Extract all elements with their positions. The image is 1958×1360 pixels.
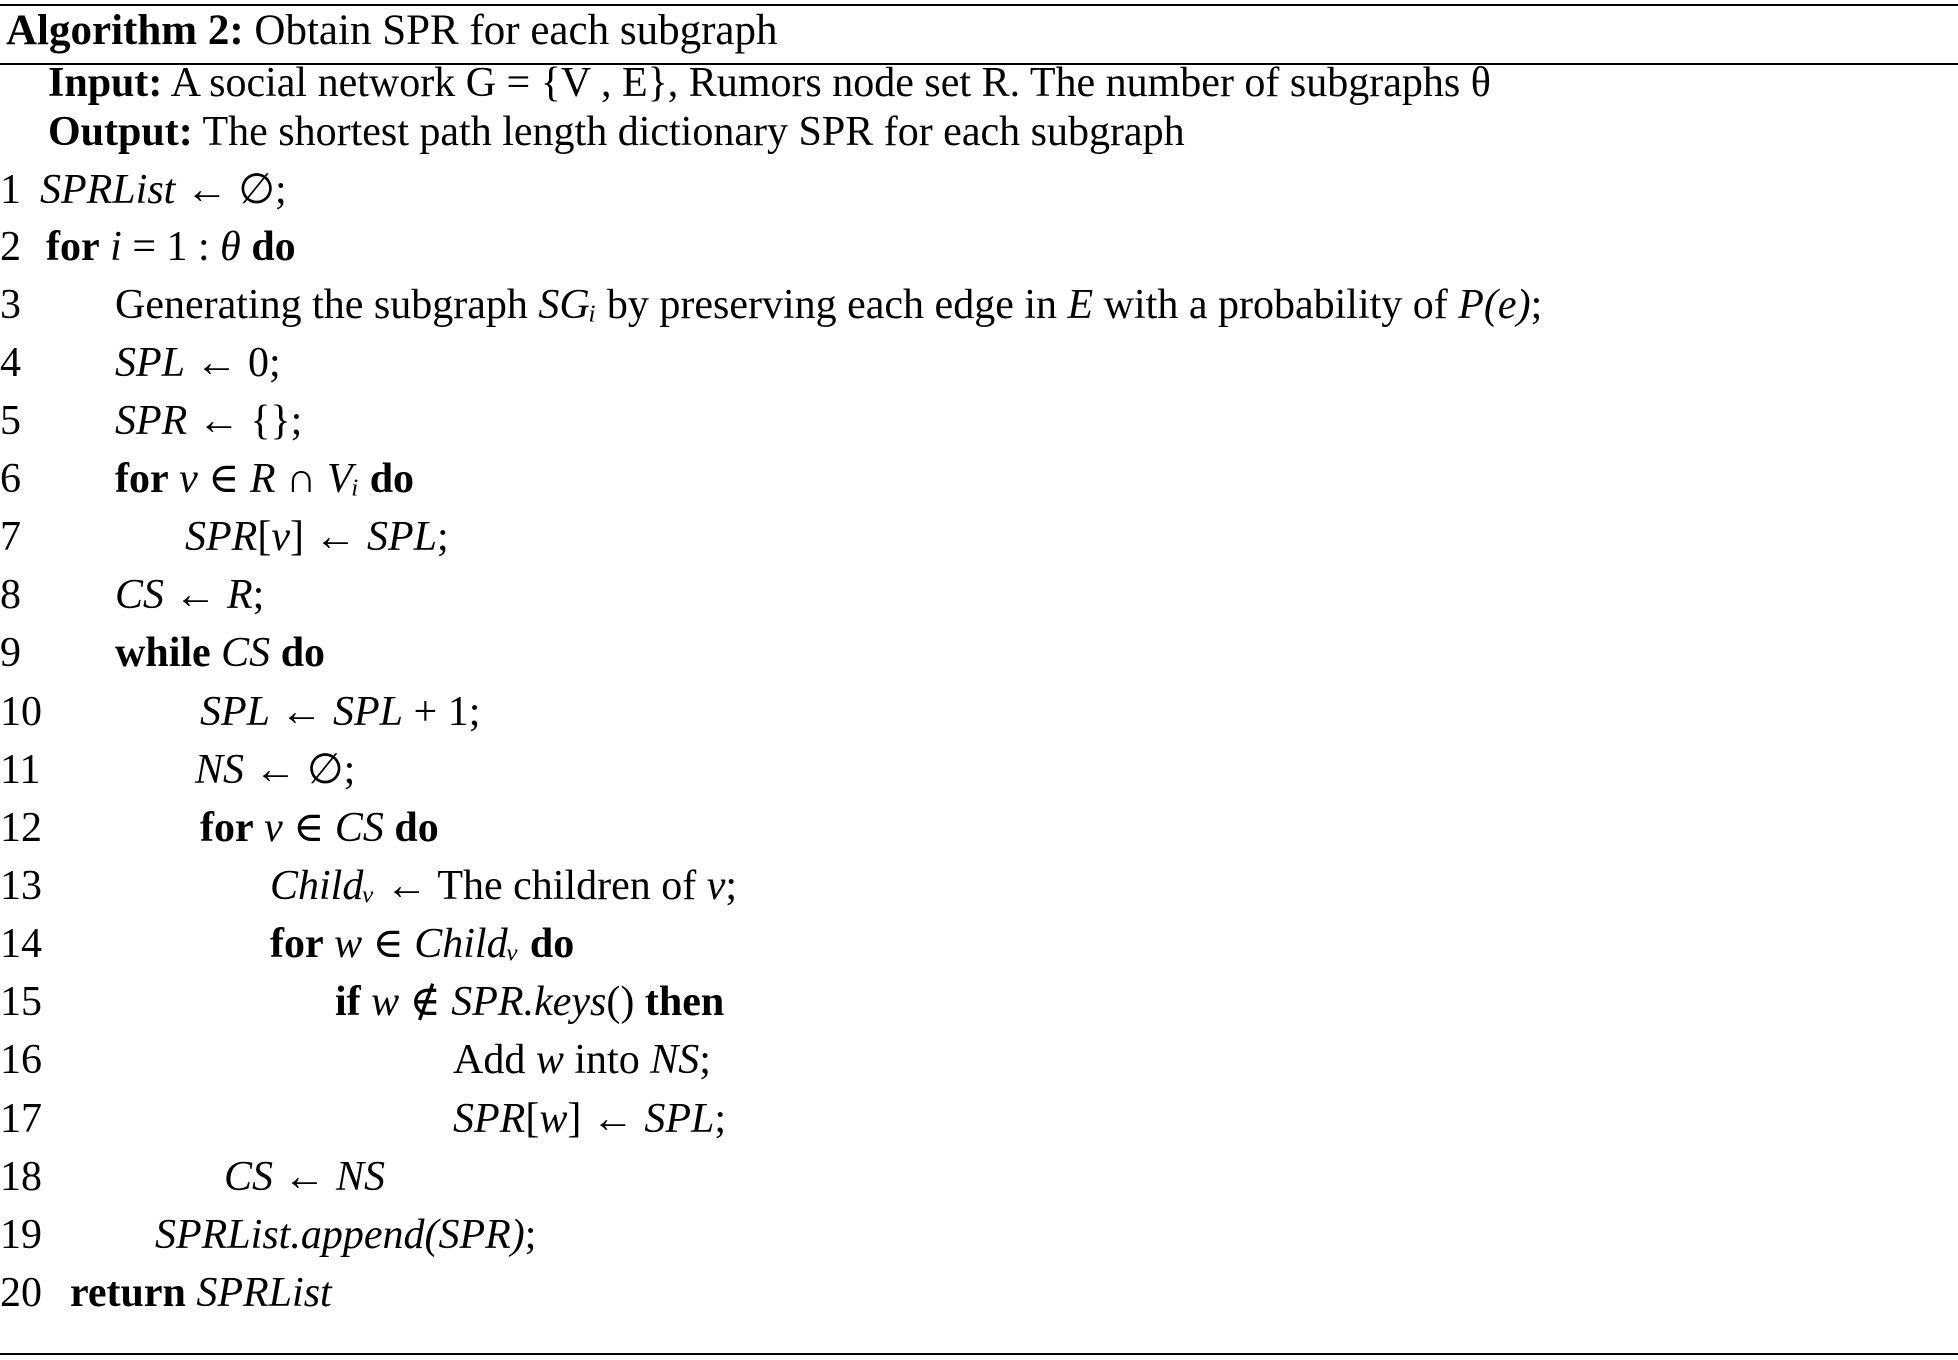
math-symbol: NS xyxy=(336,1154,386,1200)
code-text: ← xyxy=(270,689,334,735)
code-text: ← xyxy=(273,1154,337,1200)
bottom-rule xyxy=(0,1353,1958,1355)
keyword: do xyxy=(369,456,415,502)
line-number: 1 xyxy=(0,167,21,213)
line-number: 11 xyxy=(0,747,41,793)
math-symbol: θ xyxy=(220,224,241,270)
math-symbol: SPL xyxy=(333,689,404,735)
math-symbol: P(e) xyxy=(1458,282,1531,328)
code-text xyxy=(519,921,530,967)
code-text xyxy=(270,630,281,676)
math-symbol: SGᵢ xyxy=(538,282,597,328)
keyword: do xyxy=(251,224,296,270)
math-symbol: SPRList xyxy=(40,167,176,213)
output-text: The shortest path length dictionary SPR for each subgraph xyxy=(202,109,1185,155)
line-code xyxy=(155,1206,536,1264)
math-symbol: CS xyxy=(224,1154,274,1200)
line-number: 5 xyxy=(0,398,21,444)
code-text: by preserving each edge in xyxy=(596,282,1068,328)
code-text: ; xyxy=(725,863,738,909)
line-number: 17 xyxy=(0,1096,42,1142)
line-code xyxy=(224,1148,385,1206)
code-text: with a probability of xyxy=(1093,282,1459,328)
line-code xyxy=(185,508,449,566)
keyword: for xyxy=(46,224,100,270)
keyword: if xyxy=(335,979,361,1025)
line-number: 12 xyxy=(0,805,42,851)
algorithm-caption xyxy=(6,8,777,54)
line-code xyxy=(453,1031,711,1089)
keyword: for xyxy=(270,921,324,967)
math-symbol: SPL xyxy=(200,689,271,735)
line-code xyxy=(453,1090,726,1148)
line-number: 7 xyxy=(0,514,21,560)
line-number: 6 xyxy=(0,456,21,502)
math-symbol: w xyxy=(323,921,363,967)
code-text: ∩ xyxy=(275,456,327,502)
code-text: ← xyxy=(164,572,228,618)
input-line xyxy=(48,60,1491,106)
line-code xyxy=(115,624,325,682)
output-label: Output: xyxy=(48,109,193,155)
line-code xyxy=(70,1264,332,1322)
code-text: = 1 : xyxy=(121,224,221,270)
keyword: do xyxy=(394,805,439,851)
math-symbol: R xyxy=(249,456,276,502)
code-text: ; xyxy=(436,514,449,560)
math-symbol: NS xyxy=(650,1037,700,1083)
line-number: 2 xyxy=(0,224,21,270)
line-number: 4 xyxy=(0,340,21,386)
line-code xyxy=(115,276,1542,334)
code-text: () xyxy=(606,979,645,1025)
line-code xyxy=(200,799,439,857)
input-label: Input: xyxy=(48,60,163,106)
code-text: ← {}; xyxy=(187,398,303,444)
math-symbol: SPR.keys xyxy=(451,979,607,1025)
line-number: 20 xyxy=(0,1270,42,1316)
code-text xyxy=(241,224,252,270)
code-text: ← ∅; xyxy=(244,747,356,793)
code-text: ∈ xyxy=(197,456,250,502)
math-symbol: E xyxy=(1067,282,1094,328)
line-code xyxy=(115,450,414,508)
line-code xyxy=(335,973,724,1031)
math-symbol: SPL xyxy=(366,514,437,560)
math-symbol: SPR xyxy=(453,1096,526,1142)
code-text xyxy=(359,456,370,502)
math-symbol: CS xyxy=(334,805,384,851)
code-text: ; xyxy=(1530,282,1543,328)
keyword: do xyxy=(529,921,575,967)
code-text: into xyxy=(563,1037,651,1083)
code-text: ∈ xyxy=(282,805,335,851)
line-code xyxy=(200,683,480,741)
line-number: 3 xyxy=(0,282,21,328)
code-text: ] ← xyxy=(289,514,367,560)
math-symbol: SPRList.append(SPR) xyxy=(155,1212,525,1258)
math-symbol: w xyxy=(360,979,400,1025)
line-number: 16 xyxy=(0,1037,42,1083)
math-symbol: CS xyxy=(115,572,165,618)
math-symbol: w xyxy=(539,1096,568,1142)
code-text: ; xyxy=(252,572,265,618)
code-text: ; xyxy=(714,1096,727,1142)
line-code xyxy=(195,741,355,799)
line-number: 19 xyxy=(0,1212,42,1258)
code-text: ; xyxy=(699,1037,711,1083)
math-symbol: R xyxy=(227,572,253,618)
math-symbol: SPR xyxy=(115,398,188,444)
output-line xyxy=(48,109,1185,155)
code-text: [ xyxy=(257,514,272,560)
line-number: 13 xyxy=(0,863,42,909)
algorithm-title: Obtain SPR for each subgraph xyxy=(254,7,778,54)
code-text: Add xyxy=(453,1037,536,1083)
code-text: ] ← xyxy=(567,1096,645,1142)
code-text: ∈ xyxy=(362,921,415,967)
math-symbol: Childᵥ xyxy=(270,863,376,909)
line-code xyxy=(40,161,287,219)
line-code xyxy=(270,915,574,973)
line-number: 10 xyxy=(0,689,42,735)
line-code xyxy=(115,566,264,624)
line-code xyxy=(46,218,296,276)
keyword: do xyxy=(280,630,326,676)
line-number: 8 xyxy=(0,572,21,618)
keyword: then xyxy=(644,979,725,1025)
math-symbol: CS xyxy=(210,630,271,676)
math-symbol: Childᵥ xyxy=(414,921,520,967)
line-code xyxy=(270,857,737,915)
code-text: [ xyxy=(525,1096,540,1142)
line-number: 15 xyxy=(0,979,42,1025)
line-number: 18 xyxy=(0,1154,42,1200)
code-text: ; xyxy=(524,1212,537,1258)
math-symbol: NS xyxy=(195,747,245,793)
code-text: Generating the subgraph xyxy=(115,282,539,328)
top-rule xyxy=(0,4,1958,6)
math-symbol: v xyxy=(706,863,726,909)
math-symbol: SPR xyxy=(185,514,258,560)
line-code xyxy=(115,392,302,450)
line-code xyxy=(115,334,281,392)
code-text: ← ∅; xyxy=(175,167,287,213)
math-symbol: v xyxy=(271,514,290,560)
code-text: ← The children of xyxy=(375,863,707,909)
math-symbol: v xyxy=(253,805,283,851)
keyword: while xyxy=(115,630,211,676)
math-symbol: v xyxy=(168,456,198,502)
input-text: A social network G = {V , E}, Rumors node set R. The number of subgraphs θ xyxy=(170,60,1491,106)
math-symbol: i xyxy=(99,224,122,270)
math-symbol: SPRList xyxy=(185,1270,332,1316)
code-text xyxy=(384,805,395,851)
algorithm-label: Algorithm 2: xyxy=(6,7,244,54)
math-symbol: w xyxy=(535,1037,564,1083)
code-text: ∉ xyxy=(399,979,452,1025)
line-number: 9 xyxy=(0,630,21,676)
keyword: for xyxy=(200,805,254,851)
code-text: ← 0; xyxy=(185,340,281,386)
math-symbol: Vᵢ xyxy=(326,456,360,502)
code-text: + 1; xyxy=(403,689,481,735)
keyword: for xyxy=(115,456,169,502)
line-number: 14 xyxy=(0,921,42,967)
keyword: return xyxy=(70,1270,186,1316)
math-symbol: SPL xyxy=(644,1096,715,1142)
math-symbol: SPL xyxy=(115,340,186,386)
